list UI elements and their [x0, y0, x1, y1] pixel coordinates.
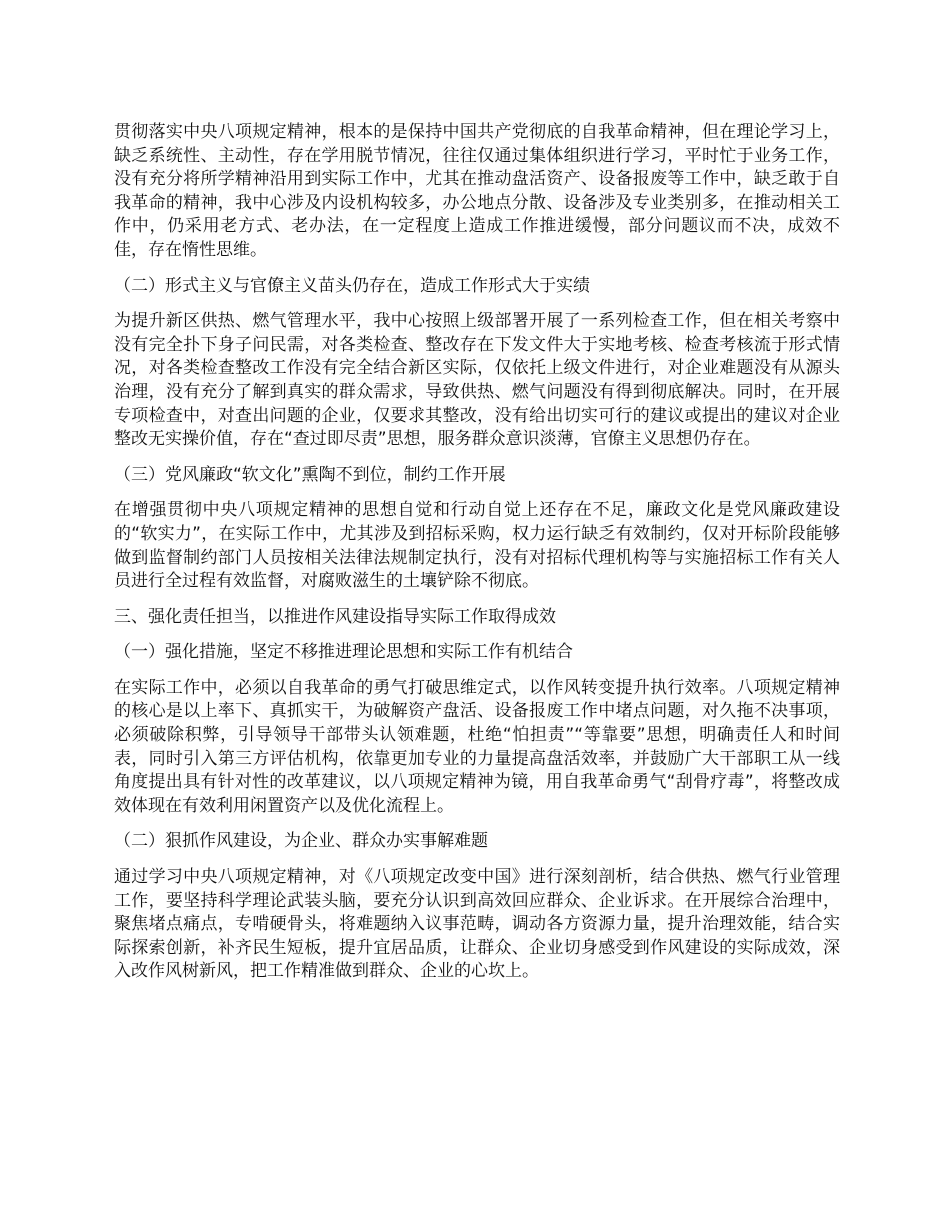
paragraph-practical-service: 通过学习中央八项规定精神，对《八项规定改变中国》进行深刻剖析，结合供热、燃气行业管理工作，要坚持科学理论武装头脑，要充分认识到高效回应群众、企业诉求。在开展综合治理中，聚焦堵点痛点，专啃硬骨头，将难题纳入议事范畴，调动各方资源力量，提升治理效能，结合实际探索创新，补齐民生短板，提升宜居品质，让群众、企业切身感受到作风建设的实际成效，深入改作风树新风，把工作精准做到群众、企业的心坎上。: [114, 867, 840, 982]
document-body: [114, 121, 840, 984]
section-heading-strengthen-measures: （一）强化措施，坚定不移推进理论思想和实际工作有机结合: [114, 642, 573, 663]
section-heading-responsibility: 三、强化责任担当，以推进作风建设指导实际工作取得成效: [114, 606, 556, 627]
paragraph-theory-study: 贯彻落实中央八项规定精神，根本的是保持中国共产党彻底的自我革命精神，但在理论学习上，缺乏系统性、主动性，存在学用脱节情况，往往仅通过集体组织进行学习，平时忙于业务工作，没有充分将所学精神沿用到实际工作中，尤其在推动盘活资产、设备报废等工作中，缺乏敢于自我革命的精神，我中心涉及内设机构较多，办公地点分散、设备涉及专业类别多，在推动相关工作中，仍采用老方式、老办法，在一定程度上造成工作推进缓慢，部分问题议而不决，成效不佳，存在惰性思维。: [114, 122, 840, 260]
paragraph-inspection-work: 为提升新区供热、燃气管理水平，我中心按照上级部署开展了一系列检查工作，但在相关考察中没有完全扑下身子问民需，对各类检查、整改存在下发文件大于实地考核、检查考核流于形式情况，对各类检查整改工作没有完全结合新区实际，仅依托上级文件进行，对企业难题没有从源头治理，没有充分了解到真实的群众需求，导致供热、燃气问题没有得到彻底解决。同时，在开展专项检查中，对查出问题的企业，仅要求其整改，没有给出切实可行的建议或提出的建议对企业整改无实操价值，存在“查过即尽责”思想，服务群众意识淡薄，官僚主义思想仍存在。: [114, 311, 840, 450]
section-heading-work-style: （二）狠抓作风建设，为企业、群众办实事解难题: [114, 831, 488, 852]
paragraph-self-revolution: 在实际工作中，必须以自我革命的勇气打破思维定式，以作风转变提升执行效率。八项规定精神的核心是以上率下、真抓实干，为破解资产盘活、设备报废工作中堵点问题，对久拖不决事项，必须破除积弊，引导领导干部带头认领难题，杜绝“怕担责”“等靠要”思想，明确责任人和时间表，同时引入第三方评估机构，依靠更加专业的力量提高盘活效率，并鼓励广大干部职工从一线角度提出具有针对性的改革建议，以八项规定精神为镜，用自我革命勇气“刮骨疗毒”，将整改成效体现在有效利用闲置资产以及优化流程上。: [114, 677, 840, 816]
section-heading-formalism: （二）形式主义与官僚主义苗头仍存在，造成工作形式大于实绩: [114, 275, 590, 296]
section-heading-integrity-culture: （三）党风廉政“软文化”熏陶不到位，制约工作开展: [114, 464, 506, 485]
paragraph-procurement-supervision: 在增强贯彻中央八项规定精神的思想自觉和行动自觉上还存在不足，廉政文化是党风廉政建设的“软实力”，在实际工作中，尤其涉及到招标采购，权力运行缺乏有效制约，仅对开标阶段能够做到监督制约部门人员按相关法律法规制定执行，没有对招标代理机构等与实施招标工作有关人员进行全过程有效监督，对腐败滋生的土壤铲除不彻底。: [114, 500, 840, 592]
